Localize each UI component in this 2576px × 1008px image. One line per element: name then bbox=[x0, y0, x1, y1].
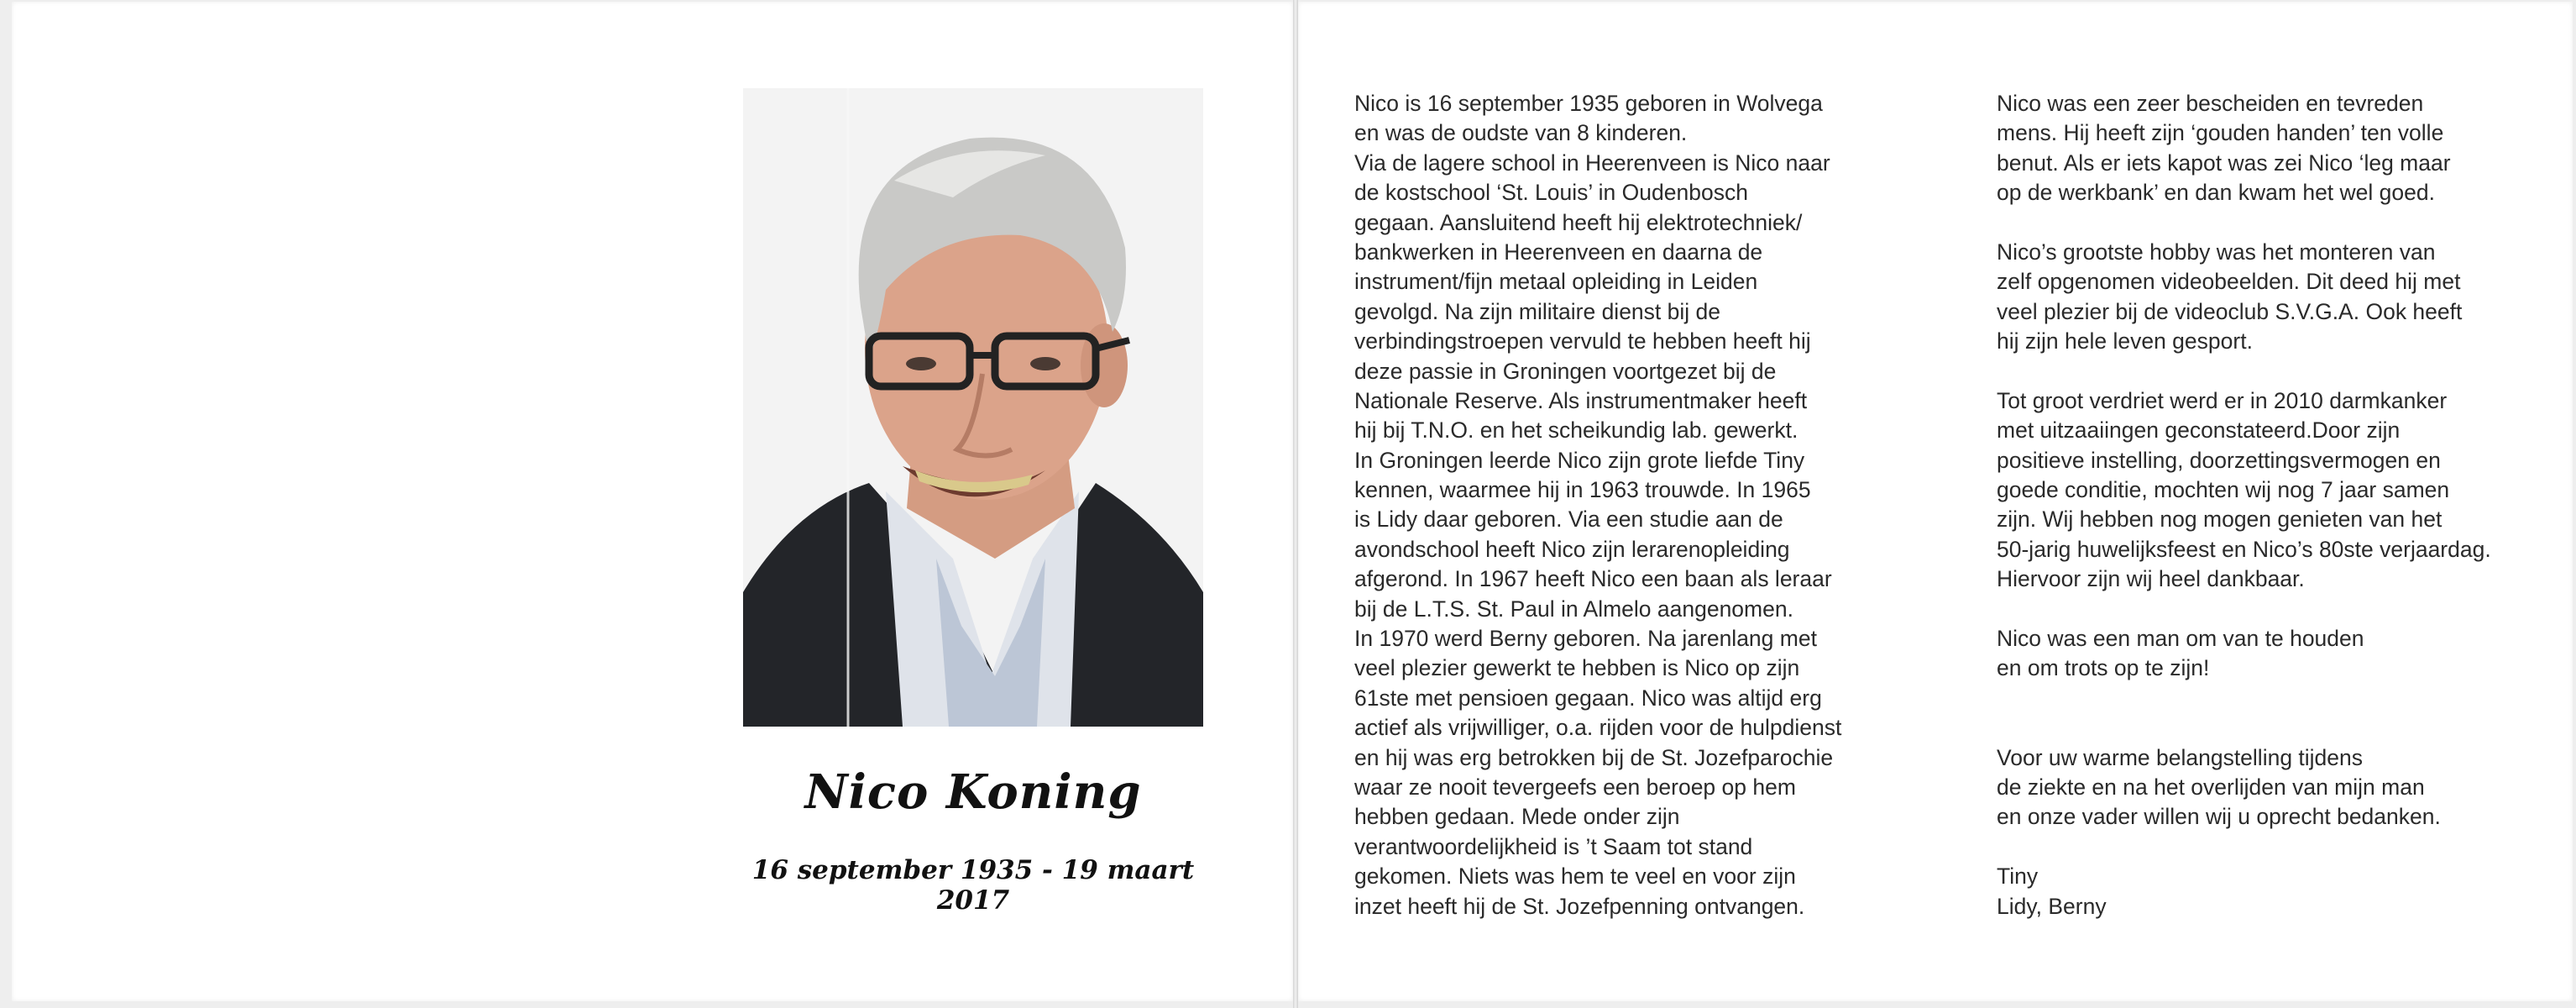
bio-line: waar ze nooit tevergeefs een beroep op hem bbox=[1354, 774, 1796, 800]
life-dates: 16 september 1935 - 19 maart 2017 bbox=[751, 855, 1195, 916]
tribute-line: mens. Hij heeft zijn ‘gouden handen’ ten volle bbox=[1997, 120, 2444, 146]
thanks-line: Voor uw warme belangstelling tijdens bbox=[1997, 744, 2364, 770]
thanks-line: de ziekte en na het overlijden van mijn man bbox=[1997, 774, 2425, 800]
tribute-column bbox=[1997, 89, 2534, 921]
bio-line: gevolgd. Na zijn militaire dienst bij de bbox=[1354, 298, 1720, 324]
bio-line: In 1970 werd Berny geboren. Na jarenlang met bbox=[1354, 626, 1817, 652]
tribute-line: Nico’s grootste hobby was het monteren van bbox=[1997, 239, 2436, 265]
bio-line: In Groningen leerde Nico zijn grote liefde Tiny bbox=[1354, 447, 1805, 473]
bio-line: 61ste met pensioen gegaan. Nico was altijd erg bbox=[1354, 685, 1822, 711]
bio-line: en hij was erg betrokken bij de St. Jozefparochie bbox=[1354, 744, 1834, 770]
bio-line: bankwerken in Heerenveen en daarna de bbox=[1354, 239, 1763, 265]
bio-line: de kostschool ‘St. Louis’ in Oudenbosch bbox=[1354, 180, 1748, 206]
portrait-photo bbox=[743, 88, 1203, 727]
bio-line: actief als vrijwilliger, o.a. rijden voor de hulpdienst bbox=[1354, 715, 1842, 741]
paragraph-gap bbox=[1997, 357, 2534, 386]
paragraph-gap bbox=[1997, 713, 2534, 743]
tribute-line: op de werkbank’ en dan kwam het wel goed. bbox=[1997, 180, 2435, 206]
bio-line: en was de oudste van 8 kinderen. bbox=[1354, 120, 1688, 146]
paragraph-gap bbox=[1997, 832, 2534, 862]
paragraph-gap bbox=[1997, 595, 2534, 624]
tribute-line: met uitzaaiingen geconstateerd.Door zijn bbox=[1997, 417, 2401, 444]
bio-line: avondschool heeft Nico zijn lerarenopleiding bbox=[1354, 536, 1790, 562]
tribute-line: zelf opgenomen videobeelden. Dit deed hij met bbox=[1997, 269, 2461, 295]
tribute-line: benut. Als er iets kapot was zei Nico ‘leg maar bbox=[1997, 150, 2451, 176]
tribute-line: Nico was een man om van te houden bbox=[1997, 626, 2364, 652]
tribute-line: Hiervoor zijn wij heel dankbaar. bbox=[1997, 566, 2305, 592]
bio-line: afgerond. In 1967 heeft Nico een baan als leraar bbox=[1354, 566, 1832, 592]
paragraph-gap bbox=[1997, 208, 2534, 238]
tribute-line: veel plezier bij de videoclub S.V.G.A. Ook heeft bbox=[1997, 298, 2463, 324]
bio-line: Nationale Reserve. Als instrumentmaker heeft bbox=[1354, 387, 1808, 413]
bio-line: bij de L.T.S. St. Paul in Almelo aangenomen. bbox=[1354, 596, 1793, 622]
paragraph-gap bbox=[1997, 684, 2534, 713]
bio-line: veel plezier gewerkt te hebben is Nico op zijn bbox=[1354, 655, 1800, 681]
bio-line: verantwoordelijkheid is ’t Saam tot stand bbox=[1354, 833, 1753, 859]
signature-line: Lidy, Berny bbox=[1997, 893, 2107, 919]
bio-line: verbindingstroepen vervuld te hebben heeft hij bbox=[1354, 328, 1811, 354]
bio-line: hebben gedaan. Mede onder zijn bbox=[1354, 804, 1680, 830]
bio-line: kennen, waarmee hij in 1963 trouwde. In 1965 bbox=[1354, 477, 1811, 503]
tribute-line: positieve instelling, doorzettingsvermogen en bbox=[1997, 447, 2441, 473]
tribute-line: Tot groot verdriet werd er in 2010 darmkanker bbox=[1997, 387, 2448, 413]
thanks-line: en onze vader willen wij u oprecht bedanken. bbox=[1997, 804, 2441, 830]
card-fold bbox=[1293, 0, 1298, 1008]
signature-line: Tiny bbox=[1997, 864, 2039, 890]
bio-line: instrument/fijn metaal opleiding in Leiden bbox=[1354, 269, 1758, 295]
tribute-line: 50-jarig huwelijksfeest en Nico’s 80ste verjaardag. bbox=[1997, 536, 2491, 562]
tribute-line: hij zijn hele leven gesport. bbox=[1997, 328, 2253, 354]
tribute-line: zijn. Wij hebben nog mogen genieten van het bbox=[1997, 507, 2442, 533]
bio-line: gekomen. Niets was hem te veel en voor zijn bbox=[1354, 864, 1796, 890]
tribute-line: en om trots op te zijn! bbox=[1997, 655, 2210, 681]
bio-line: deze passie in Groningen voortgezet bij de bbox=[1354, 358, 1777, 384]
bio-line: Via de lagere school in Heerenveen is Nico naar bbox=[1354, 150, 1830, 176]
bio-line: hij bij T.N.O. en het scheikundig lab. gewerkt. bbox=[1354, 417, 1798, 444]
biography-column bbox=[1354, 89, 1875, 921]
tribute-line: Nico was een zeer bescheiden en tevreden bbox=[1997, 91, 2424, 116]
deceased-name: Nico Koning bbox=[804, 764, 1142, 820]
bio-line: Nico is 16 september 1935 geboren in Wolvega bbox=[1354, 91, 1823, 116]
tribute-line: goede conditie, mochten wij nog 7 jaar samen bbox=[1997, 477, 2450, 503]
bio-line: inzet heeft hij de St. Jozefpenning ontvangen. bbox=[1354, 893, 1805, 919]
bio-line: is Lidy daar geboren. Via een studie aan de bbox=[1354, 507, 1783, 533]
bio-line: gegaan. Aansluitend heeft hij elektrotechniek/ bbox=[1354, 209, 1803, 235]
